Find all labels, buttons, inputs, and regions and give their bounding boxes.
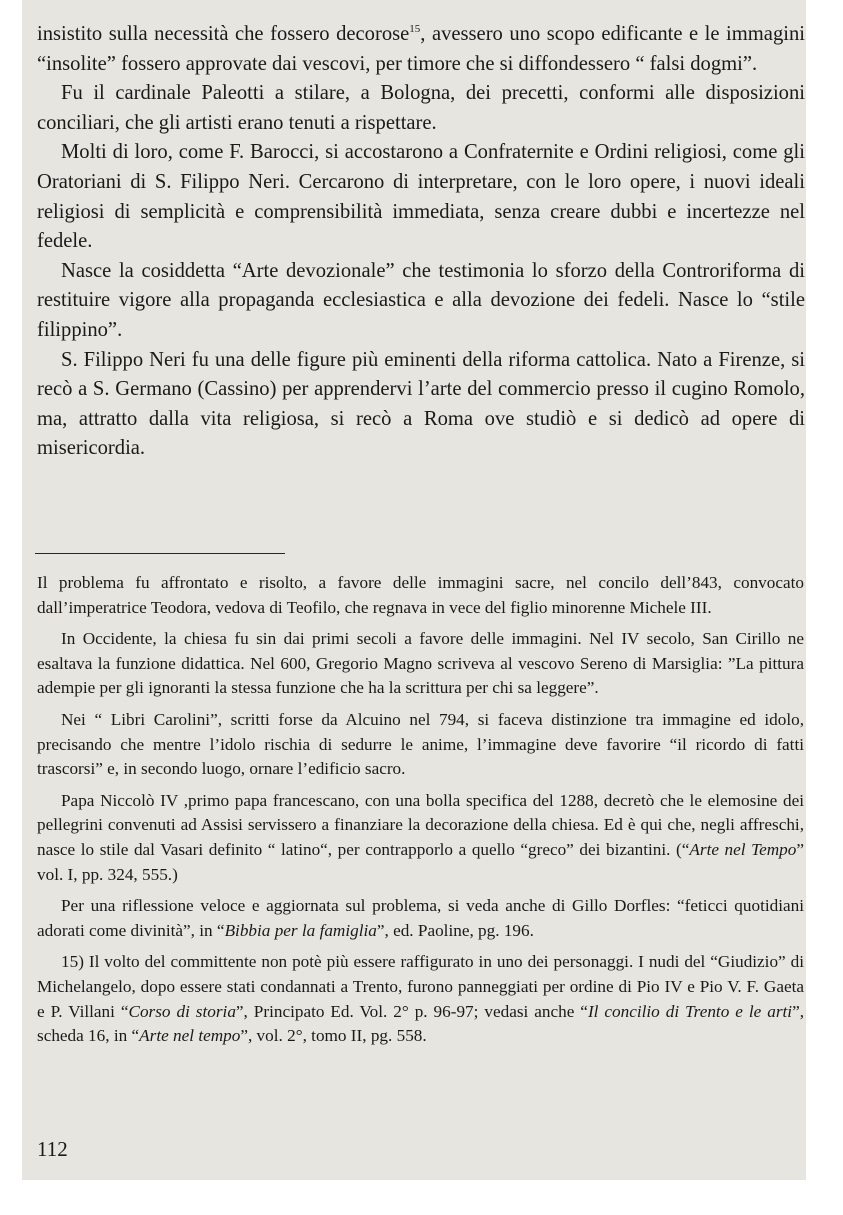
footnote-text: ”, scheda 16, in “: [37, 1001, 804, 1046]
paragraph-text: insistito sulla necessità che fossero decorose: [37, 23, 410, 45]
paragraph-paleotti: Fu il cardinale Paleotti a stilare, a Bologna, dei precetti, conformi alle disposizioni conciliari, che gli artisti erano tenuti a rispettare.: [37, 82, 805, 134]
book-title: Arte nel Tempo: [689, 839, 797, 859]
paragraph-arte-devozionale: Nasce la cosiddetta “Arte devozionale” che testimonia lo sforzo della Controriforma di restituire vigore alla propaganda ecclesiastica e alla devozione dei fedeli. Nasce lo “stile filippino”.: [37, 259, 805, 341]
footnote-15: [37, 950, 804, 1048]
paragraph-continuation: [37, 20, 805, 79]
main-text: [37, 20, 805, 464]
footnote-text: Per una riflessione veloce e aggiornata sul problema, si veda anche di Gillo Dorfles: “feticci quotidiani adorati come divinità”, in “: [37, 896, 804, 940]
page-number: 112: [37, 1137, 68, 1161]
paragraph-barocci: Molti di loro, come F. Barocci, si accostarono a Confraternite e Ordini religiosi, come gli Oratoriani di S. Filippo Neri. Cercarono di interpretare, con le loro opere, i nuovi ideali religiosi di semplicità e comprensibilità immediata, senza creare dubbi e incertezze nel fedele.: [37, 141, 805, 253]
book-title: Il concilio di Trento e le arti: [587, 1001, 793, 1021]
footnote-paragraph: In Occidente, la chiesa fu sin dai primi secoli a favore delle immagini. Nel IV secolo, San Cirillo ne esaltava la funzione didattica. Nel 600, Gregorio Magno scriveva al vescovo Sereno di Marsiglia: ”La pittura adempie per gli ignoranti la stessa funzione che ha la scrittura per chi sa leggere”.: [37, 629, 804, 698]
footnote-paragraph: Il problema fu affrontato e risolto, a favore delle immagini sacre, nel concilo dell’843, convocato dall’imperatrice Teodora, vedova di Teofilo, che regnava in vece del figlio minorenne Michele III.: [37, 573, 804, 617]
book-title: Arte nel tempo: [139, 1026, 241, 1046]
paragraph-filippo-neri: S. Filippo Neri fu una delle figure più eminenti della riforma cattolica. Nato a Firenze, si recò a S. Germano (Cassino) per apprendervi l’arte del commercio presso il cugino Romolo, ma, attratto dalla vita religiosa, si recò a Roma ove studiò e si dedicò ad opere di misericordia.: [37, 348, 805, 460]
paragraph-text: , avessero uno scopo edificante e le immagini “insolite” fossero approvate dai vescovi, per timore che si diffondessero “ falsi dogmi”.: [37, 23, 805, 75]
footnote-text: ”, vol. 2°, tomo II, pg. 558.: [240, 1026, 427, 1046]
footnotes: [37, 571, 804, 1056]
footnote-text: Papa Niccolò IV ,primo papa francescano, con una bolla specifica del 1288, decretò che le elemosine dei pellegrini convenuti ad Assisi servissero a finanziare la decorazione della chiesa. Ed è qui che, negli affreschi, nasce lo stile dal Vasari definito “ latino“, per contrapporlo a quello “greco” dei bizantini. (“: [37, 790, 804, 859]
footnote-text: 15) Il volto del committente non potè più essere raffigurato in uno dei personaggi. I nudi del “Giudizio” di Michelangelo, dopo essere stati condannati a Trento, furono panneggiati per ordine di Pio IV e Pio V. F. Gaeta e P. Villani “: [37, 952, 804, 1021]
footnote-text: ”, ed. Paoline, pg. 196.: [376, 920, 534, 940]
footnote-paragraph: [37, 789, 804, 887]
book-title: Corso di storia: [128, 1001, 236, 1021]
footnote-paragraph: [37, 894, 804, 943]
footnote-text: ” vol. I, pp. 324, 555.): [37, 839, 804, 884]
footnote-paragraph: Nei “ Libri Carolini”, scritti forse da Alcuino nel 794, si faceva distinzione tra immagine ed idolo, precisando che mentre l’idolo rischia di sedurre le anime, l’immagine deve favorire “il ricordo di fatti trascorsi” e, in secondo luogo, ornare l’edificio sacro.: [37, 709, 804, 779]
book-title: Bibbia per la famiglia: [224, 920, 377, 940]
footnote-divider: [35, 553, 285, 554]
footnote-text: ”, Principato Ed. Vol. 2° p. 96-97; vedasi anche “: [235, 1001, 588, 1021]
footnote-reference: 15: [409, 23, 421, 35]
